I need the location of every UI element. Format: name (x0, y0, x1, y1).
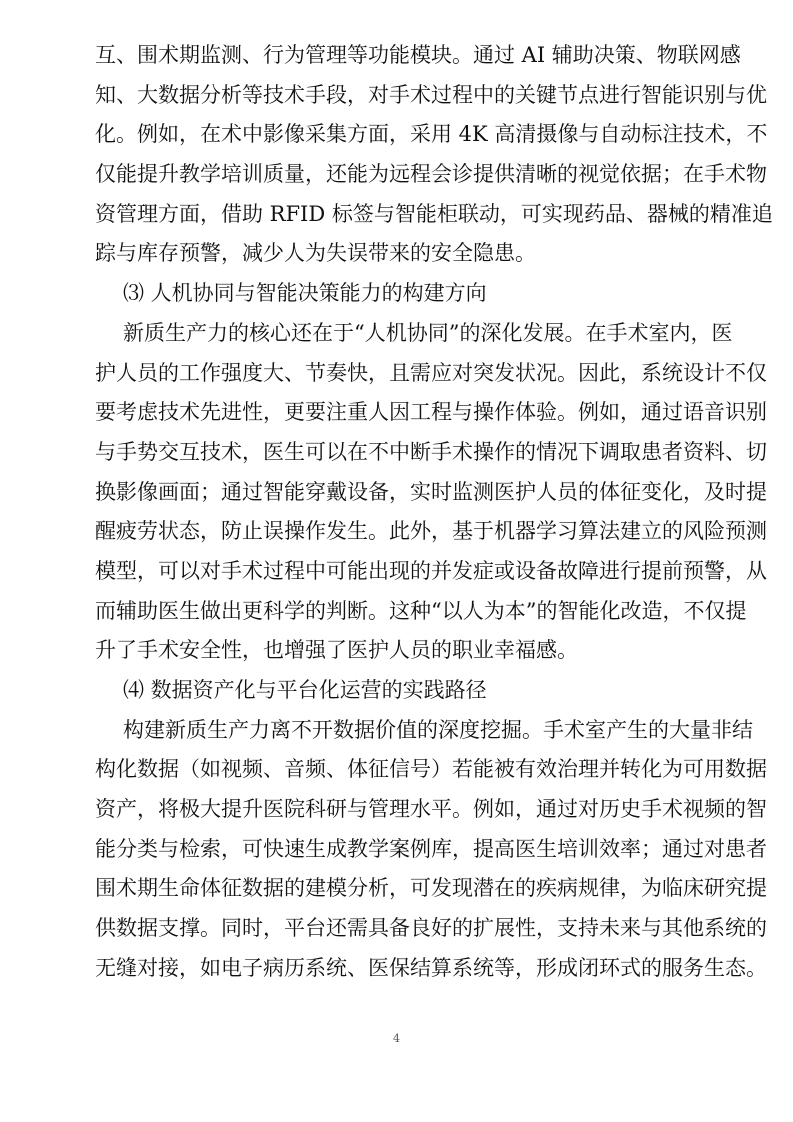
paragraph (95, 314, 767, 671)
text-line: 能分类与检索，可快速生成教学案例库，提高医生培训效率；通过对患者 (95, 836, 767, 861)
text-line: 新质生产力的核心还在于“人机协同”的深化发展。在手术室内，医 (123, 320, 733, 345)
text-line: 模型，可以对手术过程中可能出现的并发症或设备故障进行提前预警，从 (95, 558, 767, 583)
paragraph (95, 36, 773, 274)
text-line: 升了手术安全性，也增强了医护人员的职业幸福感。 (95, 638, 578, 663)
text-line: 仅能提升教学培训质量，还能为远程会诊提供清晰的视觉依据；在手术物 (95, 162, 767, 187)
text-line: 换影像画面；通过智能穿戴设备，实时监测医护人员的体征变化，及时提 (95, 479, 767, 504)
page-number: 4 (393, 1032, 400, 1045)
text-line: 醒疲劳状态，防止误操作发生。此外，基于机器学习算法建立的风险预测 (95, 519, 767, 544)
text-line: 无缝对接，如电子病历系统、医保结算系统等，形成闭环式的服务生态。 (95, 955, 767, 980)
text-line: 知、大数据分析等技术手段，对手术过程中的关键节点进行智能识别与优 (95, 82, 767, 107)
paragraph (95, 711, 767, 989)
section-heading: ⑶ 人机协同与智能决策能力的构建方向 (123, 281, 487, 306)
text-line: 而辅助医生做出更科学的判断。这种“以人为本”的智能化改造，不仅提 (95, 598, 747, 623)
text-line: 护人员的工作强度大、节奏快，且需应对突发状况。因此，系统设计不仅 (95, 360, 767, 385)
document-body (95, 36, 773, 989)
text-line: 围术期生命体征数据的建模分析，可发现潜在的疾病规律，为临床研究提 (95, 876, 767, 901)
text-line: 供数据支撑。同时，平台还需具备良好的扩展性，支持未来与其他系统的 (95, 916, 767, 941)
text-line: 资产，将极大提升医院科研与管理水平。例如，通过对历史手术视频的智 (95, 797, 767, 822)
text-line: 与手势交互技术，医生可以在不中断手术操作的情况下调取患者资料、切 (95, 439, 767, 464)
text-line: 踪与库存预警，减少人为失误带来的安全隐患。 (95, 241, 536, 266)
text-line: 构建新质生产力离不开数据价值的深度挖掘。手术室产生的大量非结 (123, 717, 753, 742)
text-line: 化。例如，在术中影像采集方面，采用 4K 高清摄像与自动标注技术，不 (95, 122, 768, 147)
text-line: 互、围术期监测、行为管理等功能模块。通过 AI 辅助决策、物联网感 (95, 43, 741, 67)
section-heading: ⑷ 数据资产化与平台化运营的实践路径 (123, 678, 487, 702)
text-line: 要考虑技术先进性，更要注重人因工程与操作体验。例如，通过语音识别 (95, 400, 767, 425)
text-line: 构化数据（如视频、音频、体征信号）若能被有效治理并转化为可用数据 (95, 757, 767, 782)
text-line: 资管理方面，借助 RFID 标签与智能柜联动，可实现药品、器械的精准追 (95, 201, 773, 226)
